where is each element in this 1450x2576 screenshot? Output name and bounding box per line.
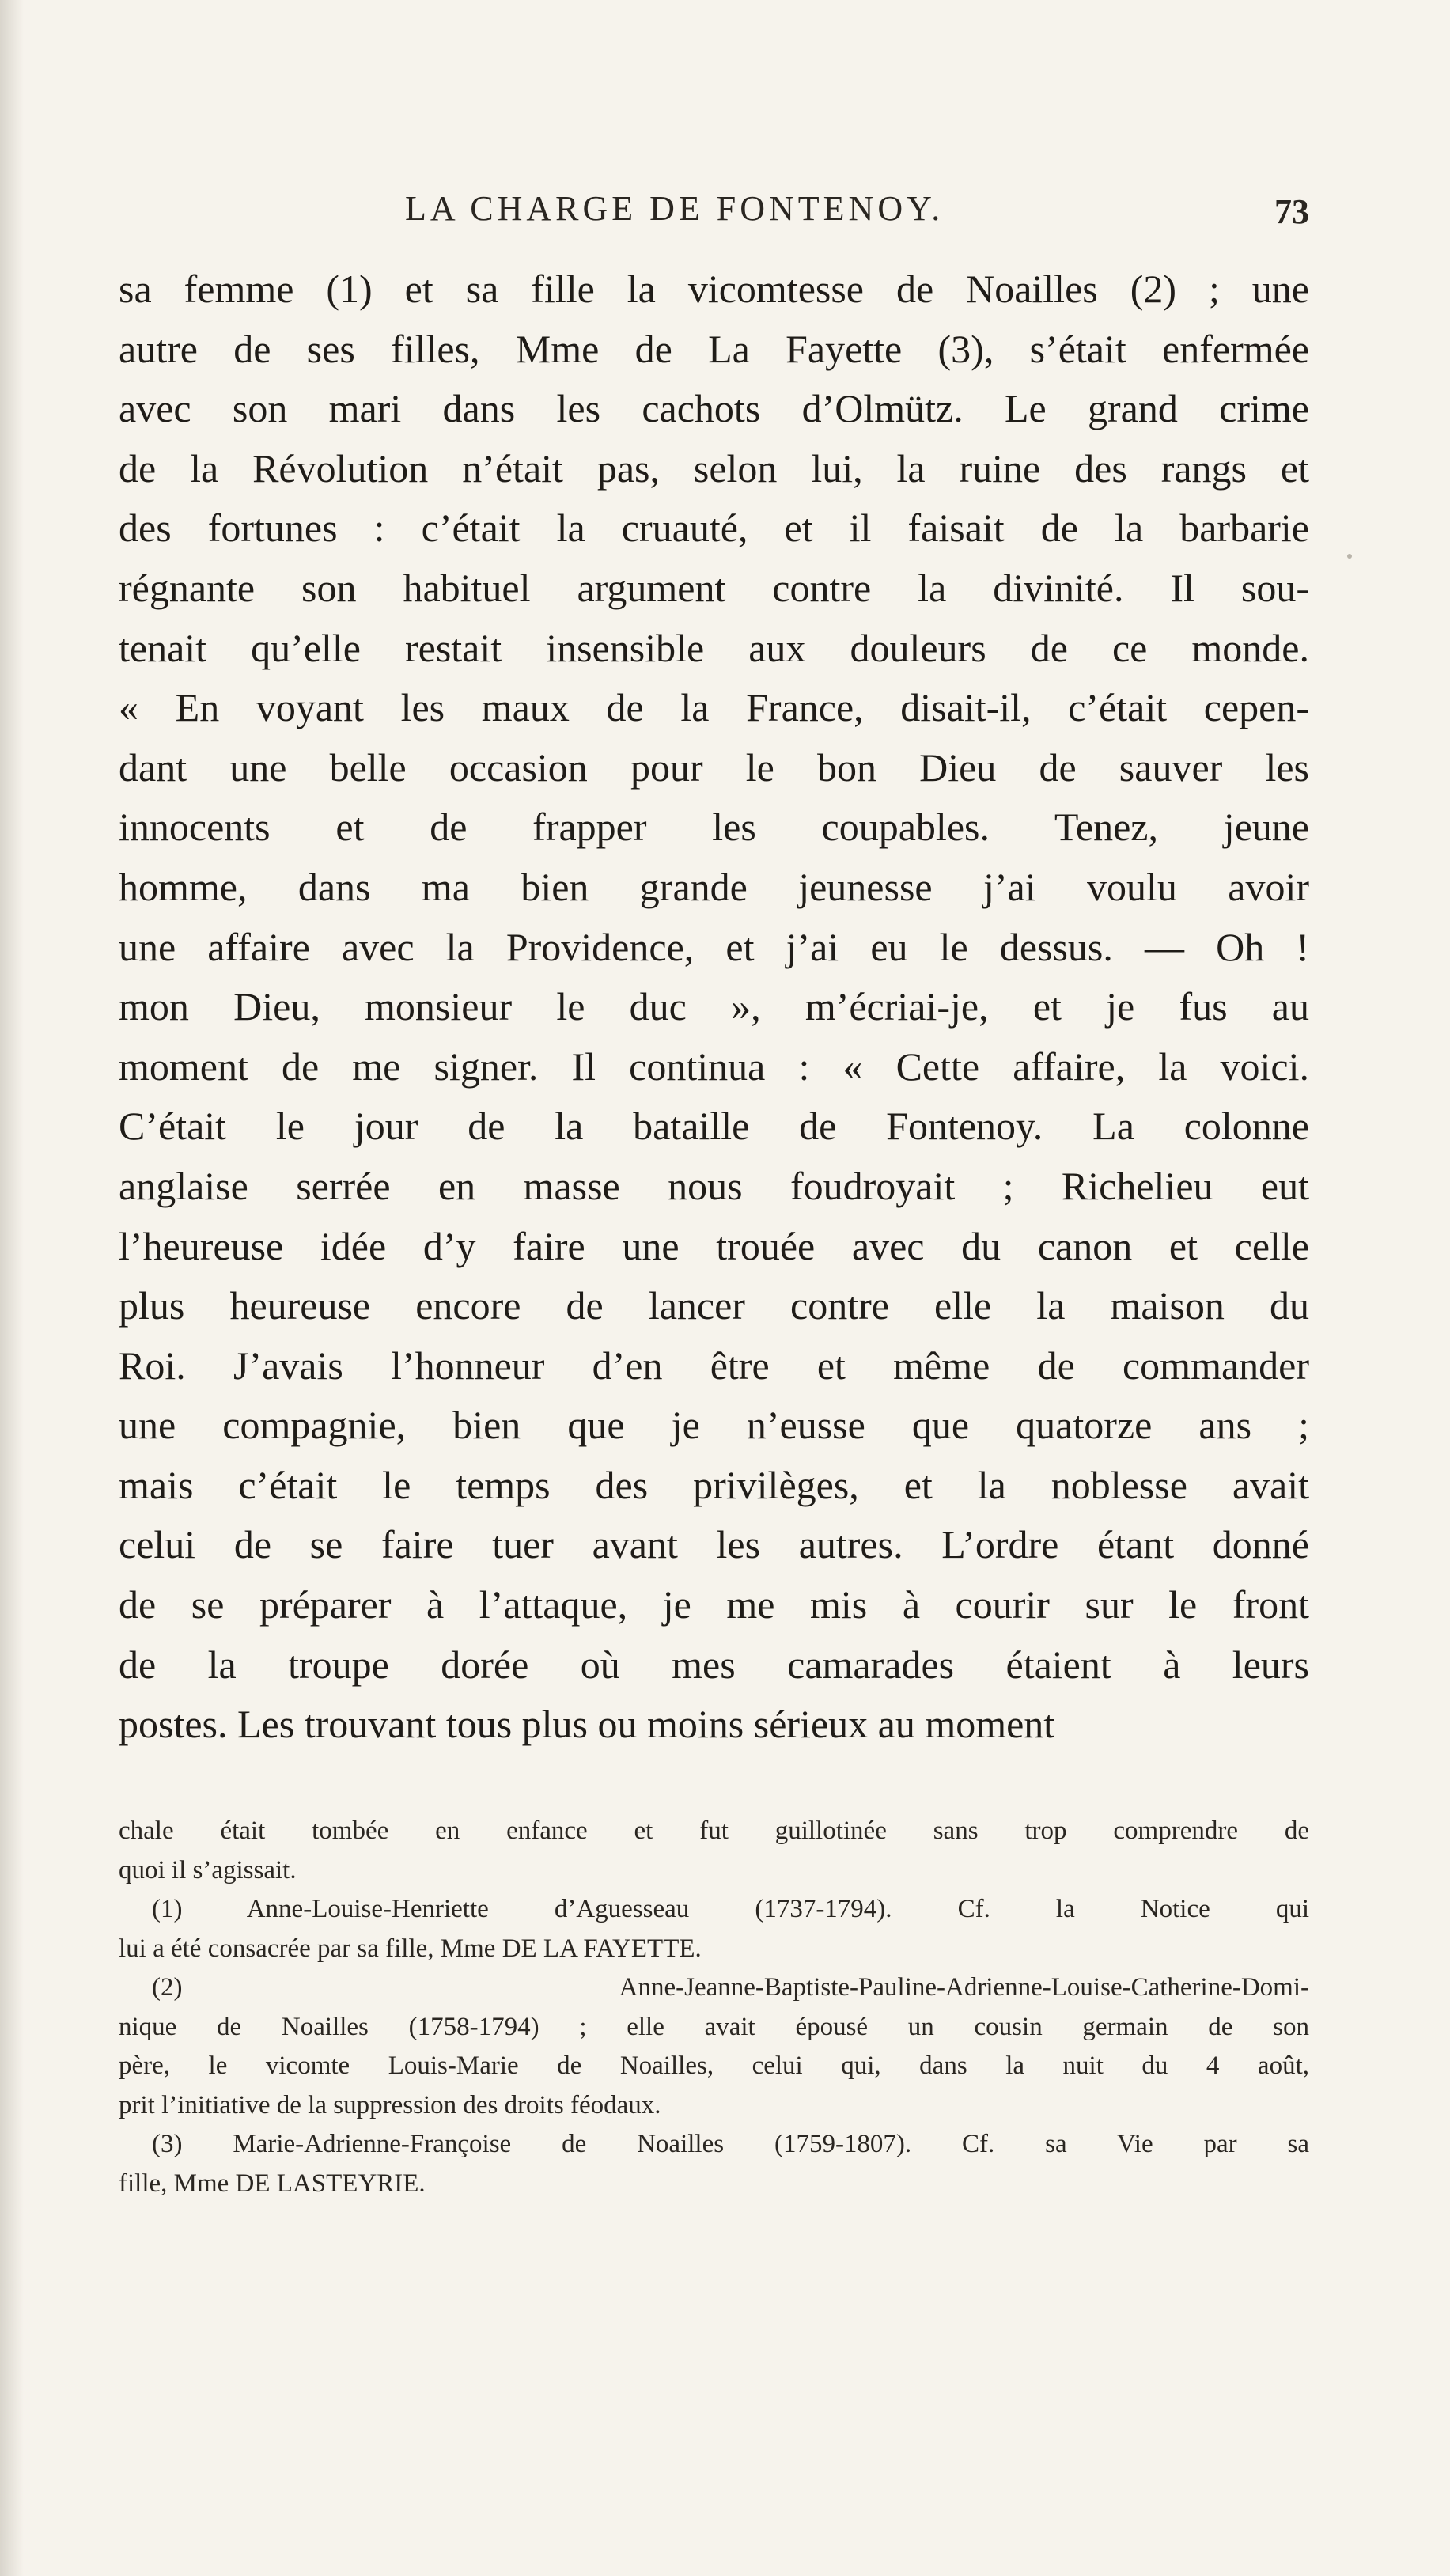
- text-line: l’heureuse idée d’y faire une trouée avec du canon et celle: [119, 1223, 1309, 1268]
- footnote-line: prit l’initiative de la suppression des droits féodaux.: [119, 2090, 661, 2120]
- footnote-line: père, le vicomte Louis-Marie de Noailles, celui qui, dans la nuit du 4 août,: [119, 2051, 1309, 2080]
- footnote-1: (1) Anne-Louise-Henriette d’Aguesseau (1737-1794). Cf. la Notice qui: [152, 1895, 1309, 1923]
- margin-speck: [1347, 554, 1352, 559]
- footnote-line: nique de Noailles (1758-1794) ; elle avait épousé un cousin germain de son: [119, 2012, 1309, 2041]
- text-line: autre de ses filles, Mme de La Fayette (3), s’était enfermée: [119, 326, 1309, 371]
- text-line: des fortunes : c’était la cruauté, et il faisait de la barbarie: [119, 506, 1309, 551]
- text-line: une affaire avec la Providence, et j’ai eu le dessus. — Oh !: [119, 924, 1309, 969]
- footnote-2: (2) Anne-Jeanne-Baptiste-Pauline-Adrienne-Louise-Catherine-Domi-: [152, 1973, 1309, 2002]
- running-title: LA CHARGE DE FONTENOY.: [405, 189, 945, 228]
- text-line: une compagnie, bien que je n’eusse que quatorze ans ;: [119, 1403, 1309, 1448]
- footnote-line: chale était tombée en enfance et fut guillotinée sans trop comprendre de: [119, 1816, 1309, 1845]
- text-line: C’était le jour de la bataille de Fontenoy. La colonne: [119, 1104, 1309, 1149]
- footnotes: [119, 1812, 1309, 2203]
- text-line: moment de me signer. Il continua : « Cette affaire, la voici.: [119, 1044, 1309, 1089]
- text-line: plus heureuse encore de lancer contre elle la maison du: [119, 1283, 1309, 1328]
- text-line: régnante son habituel argument contre la divinité. Il sou-: [119, 565, 1309, 610]
- text-line: sa femme (1) et sa fille la vicomtesse de Noailles (2) ; une: [119, 267, 1309, 311]
- text-line: tenait qu’elle restait insensible aux douleurs de ce monde.: [119, 625, 1309, 670]
- text-line: postes. Les trouvant tous plus ou moins sérieux au moment: [119, 1702, 1055, 1747]
- footnote-line: quoi il s’agissait.: [119, 1855, 297, 1885]
- text-line: de la troupe dorée où mes camarades étaient à leurs: [119, 1642, 1309, 1687]
- text-line: dant une belle occasion pour le bon Dieu de sauver les: [119, 744, 1309, 790]
- footnote-line: lui a été consacrée par sa fille, Mme DE LA FAYETTE.: [119, 1934, 702, 1963]
- text-line: anglaise serrée en masse nous foudroyait ; Richelieu eut: [119, 1163, 1309, 1208]
- text-line: de se préparer à l’attaque, je me mis à courir sur le front: [119, 1582, 1309, 1627]
- page-number: 73: [1274, 192, 1309, 231]
- main-text: [119, 259, 1309, 1755]
- text-line: celui de se faire tuer avant les autres. L’ordre étant donné: [119, 1522, 1309, 1567]
- text-line: de la Révolution n’était pas, selon lui, la ruine des rangs et: [119, 445, 1309, 491]
- text-line: avec son mari dans les cachots d’Olmütz. Le grand crime: [119, 386, 1309, 431]
- footnote-3: (3) Marie-Adrienne-Françoise de Noailles (1759-1807). Cf. sa Vie par sa: [152, 2130, 1309, 2158]
- page-header: [119, 180, 1309, 236]
- page-edge-shadow: [0, 0, 24, 2576]
- text-line: Roi. J’avais l’honneur d’en être et même de commander: [119, 1343, 1309, 1388]
- footnote-line: fille, Mme DE LASTEYRIE.: [119, 2169, 426, 2198]
- text-line: mon Dieu, monsieur le duc », m’écriai-je, et je fus au: [119, 984, 1309, 1029]
- text-line: innocents et de frapper les coupables. Tenez, jeune: [119, 805, 1309, 850]
- text-line: homme, dans ma bien grande jeunesse j’ai voulu avoir: [119, 864, 1309, 909]
- text-line: « En voyant les maux de la France, disait-il, c’était cepen-: [119, 685, 1309, 730]
- text-line: mais c’était le temps des privilèges, et la noblesse avait: [119, 1462, 1309, 1507]
